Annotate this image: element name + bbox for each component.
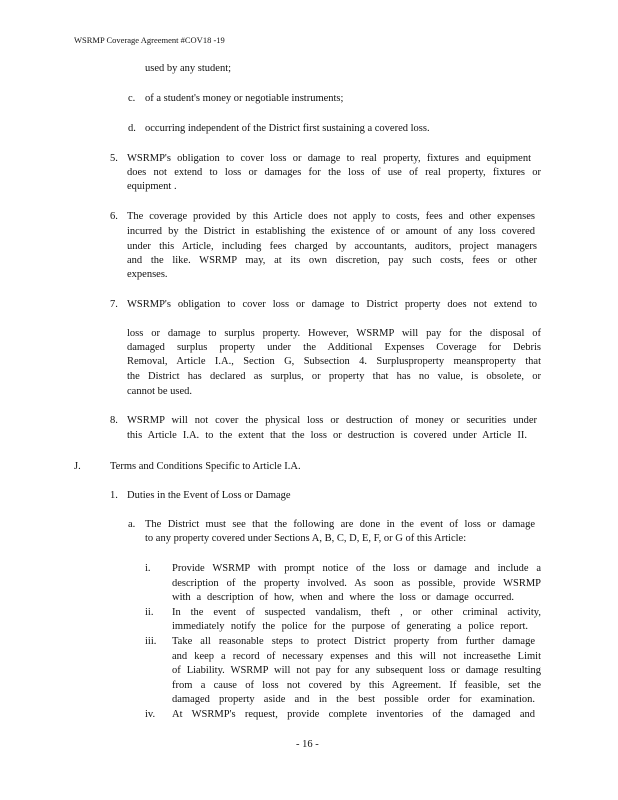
item-d-text: occurring independent of the District first sustaining a covered loss. [145, 123, 430, 134]
item-d-marker: d. [128, 123, 136, 134]
item-5-line: does not extend to loss or damages for the loss of use of real property, fixtures or [127, 167, 541, 178]
item-8-marker: 8. [110, 415, 118, 426]
item-7-first-line: WSRMP's obligation to cover loss or damage to District property does not extend to [127, 299, 537, 310]
item-7-line: Removal, Article I.A., Section G, Subsection 4. Surplusproperty meansproperty that [127, 356, 541, 367]
item-5-marker: 5. [110, 153, 118, 164]
item-i-line: description of the property involved. As soon as possible, provide WSRMP [172, 578, 541, 589]
item-7-line: cannot be used. [127, 386, 193, 397]
item-7-line: loss or damage to surplus property. However, WSRMP will pay for the disposal of [127, 328, 541, 339]
item-b-continuation: used by any student; [145, 63, 232, 74]
item-6-marker: 6. [110, 211, 118, 222]
item-iii-line: of Liability. WSRMP will not pay for any subsequent loss or damage resulting [172, 665, 541, 676]
item-7-line: damaged surplus property under the Additional Expenses Coverage for Debris [127, 342, 541, 353]
section-j-title: Terms and Conditions Specific to Article I.A. [110, 461, 301, 472]
item-iv-marker: iv. [145, 709, 156, 720]
item-7-marker: 7. [110, 299, 118, 310]
page-header: WSRMP Coverage Agreement #COV18 -19 [74, 35, 225, 45]
item-ja-marker: a. [128, 519, 136, 530]
item-6-line: and the like. WSRMP may, at its own discretion, pay such costs, fees or other [127, 255, 537, 266]
item-ii-line: In the event of suspected vandalism, theft , or other criminal activity, [172, 607, 541, 618]
item-iv-line: At WSRMP's request, provide complete inventories of the damaged and [172, 709, 535, 720]
item-iii-line: from a cause of loss not covered by this Agreement. If feasible, set the [172, 680, 541, 691]
item-6-line: expenses. [127, 269, 168, 280]
item-5-line: WSRMP's obligation to cover loss or damage to real property, fixtures and equipment [127, 153, 531, 164]
item-i-marker: i. [145, 563, 151, 574]
item-6-line: The coverage provided by this Article does not apply to costs, fees and other expenses [127, 211, 535, 222]
item-ja-line: to any property covered under Sections A, B, C, D, E, F, or G of this Article: [145, 533, 467, 544]
item-8-line: this Article I.A. to the extent that the loss or destruction is covered under Article II. [127, 430, 527, 441]
item-iii-line: and keep a record of necessary expenses and this will not increasethe Limit [172, 651, 541, 662]
item-8-line: WSRMP will not cover the physical loss or destruction of money or securities under [127, 415, 537, 426]
item-c-marker: c. [128, 93, 136, 104]
section-j-marker: J. [74, 461, 81, 472]
page-number: - 16 - [296, 739, 319, 750]
item-i-line: with a description of how, when and where the loss or damage occurred. [172, 592, 514, 603]
item-ii-marker: ii. [145, 607, 154, 618]
item-j1-marker: 1. [110, 490, 118, 501]
item-j1-title: Duties in the Event of Loss or Damage [127, 490, 291, 501]
item-7-line: the District has declared as surplus, or property that has no value, is obsolete, or [127, 371, 541, 382]
item-ii-line: immediately notify the police for the purpose of generating a police report. [172, 621, 528, 632]
item-ja-line: The District must see that the following are done in the event of loss or damage [145, 519, 535, 530]
item-iii-line: Take all reasonable steps to protect District property from further damage [172, 636, 535, 647]
item-6-line: under this Article, including fees charged by accountants, auditors, project managers [127, 241, 537, 252]
item-i-line: Provide WSRMP with prompt notice of the loss or damage and include a [172, 563, 541, 574]
item-6-line: incurred by the District in establishing the existence of or amount of any loss covered [127, 226, 535, 237]
item-iii-marker: iii. [145, 636, 157, 647]
item-iii-line: damaged property aside and in the best possible order for examination. [172, 694, 535, 705]
item-c-text: of a student's money or negotiable instruments; [145, 93, 344, 104]
item-5-line: equipment . [127, 181, 177, 192]
